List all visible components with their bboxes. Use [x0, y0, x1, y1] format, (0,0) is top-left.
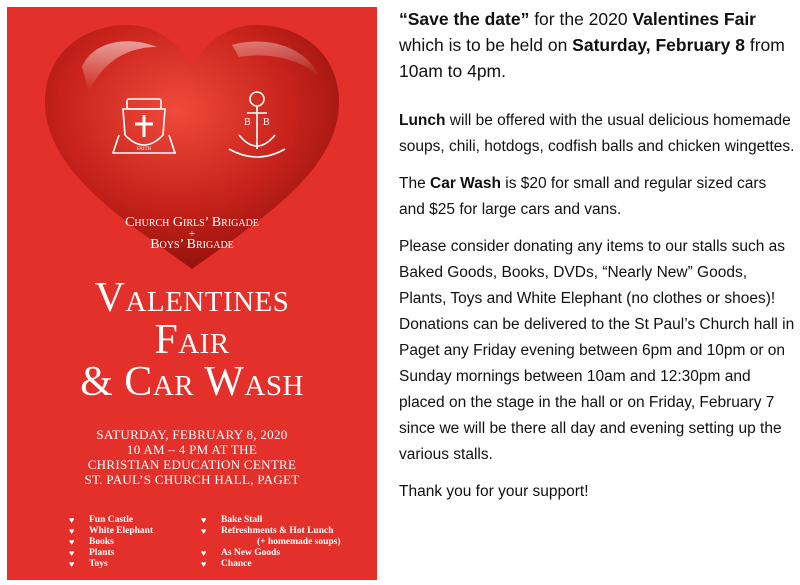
- stall-label: Fun Castle: [89, 515, 134, 525]
- lead-text-1: for the 2020: [529, 9, 633, 29]
- title-line-3: & Car Wash: [80, 359, 304, 405]
- flyer-title: [7, 277, 377, 403]
- event-flyer: [7, 7, 377, 580]
- lead-bold-2: Valentines Fair: [632, 9, 756, 29]
- list-item: [69, 515, 153, 526]
- list-item: [201, 548, 341, 559]
- stall-label: White Elephant: [89, 526, 154, 536]
- carwash-pre: The: [399, 175, 431, 192]
- event-announcement: [399, 6, 795, 516]
- lead-bold-3: Saturday, February 8: [572, 35, 745, 55]
- donate-paragraph: Please consider donating any items to our stalls such as Baked Goods, Books, DVDs, “Nearly New” Goods, Plants, Toys and White Elephant (no clothes or shoes)!: [399, 238, 785, 307]
- stall-label: Bake Stall: [221, 515, 263, 525]
- list-item: [69, 537, 153, 548]
- detail-date: SATURDAY, FEBRUARY 8, 2020: [96, 427, 288, 442]
- stall-label: Books: [89, 537, 114, 547]
- org-line-2: Boys’ Brigade: [150, 237, 234, 252]
- carwash-bold: Car Wash: [430, 175, 501, 192]
- heart-bullet-icon: ♥: [69, 526, 75, 536]
- heart-bullet-icon: ♥: [201, 526, 207, 536]
- carwash-text: is $20 for small and regular sized cars and $25 for large cars and vans.: [399, 175, 767, 218]
- stalls-list-left: [69, 515, 153, 570]
- delivery-paragraph: Donations can be delivered to the St Paul’s Church hall in Paget any Friday evening between 6pm and 10pm or on Sunday mornings between 10am and 12:30pm and placed on the stage in the hall or on Friday, February 7 since we will be there all day and evening setting up the various stalls.: [399, 316, 795, 463]
- detail-location: ST. PAUL’S CHURCH HALL, PAGET: [84, 472, 300, 487]
- heart-bullet-icon: ♥: [201, 548, 207, 558]
- stall-label: Refreshments & Hot Lunch: [221, 526, 334, 536]
- svg-text:FAITH: FAITH: [136, 147, 152, 152]
- lead-text-3: from 10am to 4pm.: [399, 35, 785, 81]
- list-item: [201, 515, 341, 526]
- org-line-1: Church Girls’ Brigade: [125, 215, 259, 230]
- lead-bold-1: “Save the date”: [399, 9, 530, 29]
- stalls-list-right: [201, 515, 341, 570]
- org-plus: +: [188, 228, 196, 240]
- heart-bullet-icon: ♥: [69, 537, 75, 547]
- organizer-names: [7, 217, 377, 251]
- svg-text:B: B: [244, 117, 251, 128]
- stall-note: (+ homemade soups): [257, 537, 341, 547]
- heart-bullet-icon: ♥: [69, 559, 75, 569]
- detail-venue: CHRISTIAN EDUCATION CENTRE: [87, 457, 297, 472]
- list-item: [201, 559, 341, 570]
- lunch-paragraph: [399, 108, 795, 160]
- stall-label: Toys: [89, 559, 108, 569]
- stall-label: Chance: [221, 559, 252, 569]
- title-line-2: Fair: [154, 317, 230, 363]
- list-item: [69, 526, 153, 537]
- list-item: [69, 559, 153, 570]
- list-item: [201, 526, 341, 548]
- heart-bullet-icon: ♥: [201, 515, 207, 525]
- list-item: [69, 548, 153, 559]
- lunch-bold: Lunch: [399, 112, 446, 129]
- lunch-text: will be offered with the usual delicious homemade soups, chili, hotdogs, codfish balls and chicken wingettes.: [399, 112, 795, 155]
- heart-bullet-icon: ♥: [201, 559, 207, 569]
- car-wash-paragraph: [399, 171, 795, 223]
- thanks-paragraph: Thank you for your support!: [399, 483, 589, 500]
- save-the-date-paragraph: [399, 6, 795, 84]
- svg-text:B: B: [263, 117, 270, 128]
- title-line-1: Valentines: [94, 275, 290, 321]
- detail-time: 10 AM – 4 PM AT THE: [126, 442, 258, 457]
- heart-bullet-icon: ♥: [69, 515, 75, 525]
- event-details: [7, 427, 377, 487]
- heart-bullet-icon: ♥: [69, 548, 75, 558]
- stall-label: Plants: [89, 548, 115, 558]
- lead-text-2: which is to be held on: [399, 35, 573, 55]
- stall-label: As New Goods: [221, 548, 281, 558]
